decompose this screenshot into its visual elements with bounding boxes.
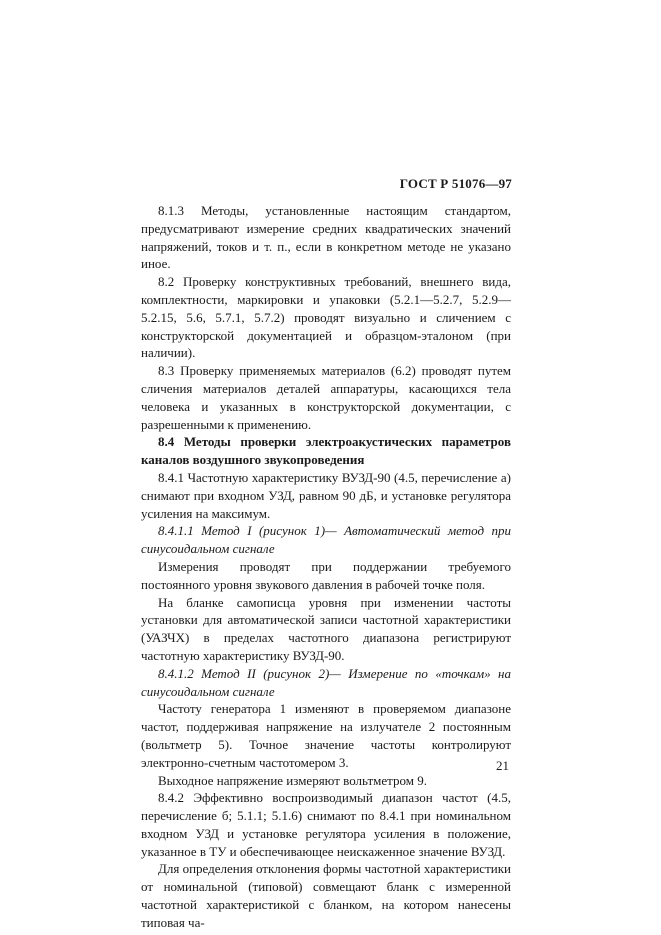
body-text xyxy=(141,202,511,932)
page-number: 21 xyxy=(496,758,509,773)
paragraph-deviation: Для определения отклонения формы частотной характеристики от номинальной (типовой) совмещают бланк с измеренной частотной характеристикой с бланком, на котором нанесены типовая ча- xyxy=(141,861,511,930)
standard-header: ГОСТ Р 51076—97 xyxy=(399,176,512,191)
paragraph-measurement: Измерения проводят при поддержании требуемого постоянного уровня звукового давления в рабочей точке поля. xyxy=(141,558,511,592)
paragraph-8-4-2: 8.4.2 Эффективно воспроизводимый диапазон частот (4.5, перечисление б; 5.1.1; 5.1.6) снимают по 8.4.1 при номинальном входном УЗД и установке регулятора усиления в положение, указанное в ТУ и обеспечивающее неискаженное значение ВУЗД. xyxy=(141,790,511,859)
section-heading-8-4: 8.4 Методы проверки электроакустических параметров каналов воздушного звукопроведения xyxy=(141,434,511,468)
paragraph-8-3: 8.3 Проверку применяемых материалов (6.2) проводят путем сличения материалов деталей аппаратуры, касающихся тела человека и указанных в конструкторской документации, с разрешенными к применению. xyxy=(141,363,511,432)
paragraph-8-4-1: 8.4.1 Частотную характеристику ВУЗД-90 (4.5, перечисление а) снимают при входном УЗД, равном 90 дБ, и установке регулятора усиления на максимум. xyxy=(141,469,511,521)
method-heading-8-4-1-2: 8.4.1.2 Метод II (рисунок 2)— Измерение по «точкам» на синусоидальном сигнале xyxy=(141,665,511,699)
paragraph-8-1-3: 8.1.3 Методы, установленные настоящим стандартом, предусматривают измерение средних квадратических значений напряжений, токов и т. п., если в конкретном методе не указано иное. xyxy=(141,203,511,272)
paragraph-output-voltage: Выходное напряжение измеряют вольтметром 9. xyxy=(158,772,427,788)
paragraph-generator: Частоту генератора 1 изменяют в проверяемом диапазоне частот, поддерживая напряжение на излучателе 2 постоянным (вольтметр 5). Точное значение частоты контролируют электронно-счетным частотомером 3. xyxy=(141,701,511,770)
paragraph-8-2: 8.2 Проверку конструктивных требований, внешнего вида, комплектности, маркировки и упаковки (5.2.1—5.2.7, 5.2.9—5.2.15, 5.6, 5.7.1, 5.7.2) проводят визуально и сличением с конструкторской документацией и образцом-эталоном (при наличии). xyxy=(141,274,511,361)
method-heading-8-4-1-1: 8.4.1.1 Метод I (рисунок 1)— Автоматический метод при синусоидальном сигнале xyxy=(141,523,511,557)
paragraph-recorder: На бланке самописца уровня при изменении частоты установки для автоматической записи частотной характеристики (УАЗЧХ) в пределах частотного диапазона регистрируют частотную характеристику ВУЗД-90. xyxy=(141,594,511,663)
